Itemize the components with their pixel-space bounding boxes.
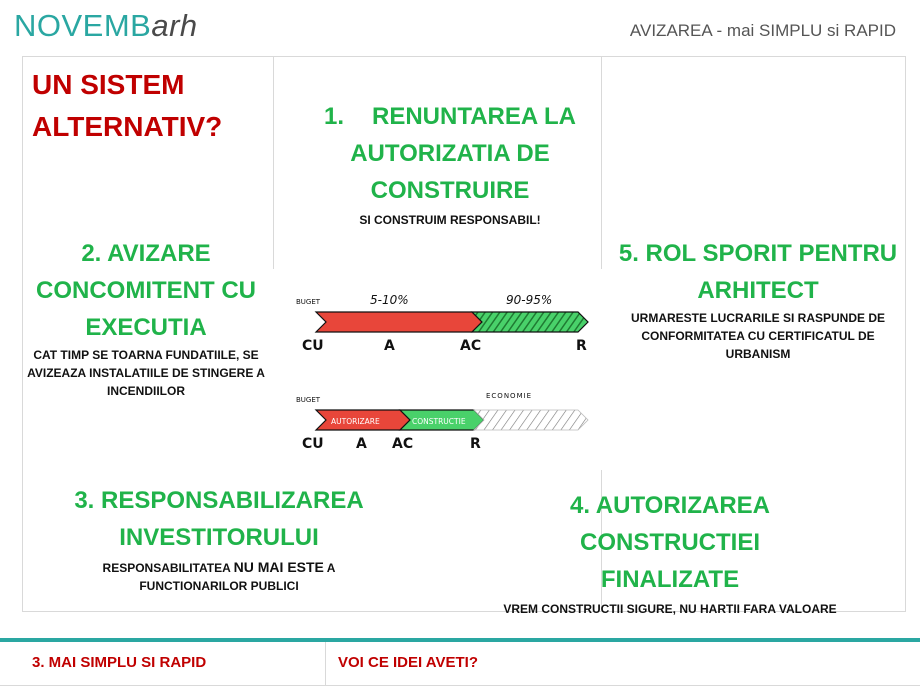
item-3-subtitle-emphasis: NU MAI ESTE — [233, 559, 324, 575]
bar2-economy-label: ECONOMIE — [486, 392, 533, 400]
footer-right-cell[interactable] — [326, 642, 920, 686]
item-5-subtitle: URMARESTE LUCRARILE SI RASPUNDE DE CONFORMITATEA CU CERTIFICATUL DE URBANISM — [630, 311, 885, 361]
bar1-green-segment — [472, 312, 588, 332]
budget-diagram — [278, 272, 618, 462]
item-4-subtitle: VREM CONSTRUCTII SIGURE, NU HARTII FARA VALOARE — [503, 602, 837, 616]
bar1-milestone-cu: CU — [302, 338, 324, 354]
question-heading: UN SISTEM ALTERNATIV? — [32, 69, 223, 142]
item-3-block — [52, 482, 386, 595]
bar1-pct-green: 90-95% — [506, 293, 553, 307]
brand-logo — [14, 8, 198, 44]
slide-title: AVIZAREA - mai SIMPLU si RAPID — [629, 21, 896, 40]
logo-brand-text: NOVEMB — [14, 8, 152, 43]
item-4-block — [470, 487, 870, 618]
item-3-subtitle — [52, 558, 386, 595]
item-1-block — [300, 98, 600, 229]
bar2-label-red: AUTORIZARE — [331, 417, 380, 426]
item-1-subtitle: SI CONSTRUIM RESPONSABIL! — [359, 213, 541, 227]
budget-diagram-svg — [278, 272, 618, 462]
bar1-pct-red: 5-10% — [370, 293, 409, 307]
bar2-milestone-ac: AC — [392, 436, 414, 452]
item-2-title: 2. AVIZARE CONCOMITENT CU EXECUTIA — [36, 240, 256, 341]
bar2-budget-label: BUGET — [296, 396, 321, 404]
item-3-subtitle-end: A FUNCTIONARILOR PUBLICI — [139, 561, 336, 593]
bar1-milestone-a: A — [384, 338, 395, 354]
bar2-milestone-a: A — [356, 436, 367, 452]
footer-left-label: 3. MAI SIMPLU SI RAPID — [32, 654, 207, 671]
item-3-subtitle-start: RESPONSABILITATEA — [102, 561, 234, 575]
footer-left-cell[interactable] — [0, 642, 326, 686]
bar1-budget-label: BUGET — [296, 298, 321, 306]
bar2-label-green: CONSTRUCTIE — [412, 417, 466, 426]
footer-right-label: VOI CE IDEI AVETI? — [338, 654, 479, 671]
bar1-red-segment — [316, 312, 482, 332]
bar2-milestone-cu: CU — [302, 436, 324, 452]
item-1-title-text: RENUNTAREA LA AUTORIZATIA DE CONSTRUIRE — [350, 103, 576, 204]
bar2-economy-segment — [474, 410, 588, 430]
item-5-title: 5. ROL SPORIT PENTRU ARHITECT — [618, 240, 898, 304]
bar1-milestone-r: R — [576, 338, 587, 354]
item-2-block — [12, 235, 280, 400]
item-2-subtitle: CAT TIMP SE TOARNA FUNDATIILE, SE AVIZEAZA INSTALATIILE DE STINGERE A INCENDIILOR — [27, 348, 265, 398]
bar2-milestone-r: R — [470, 436, 481, 452]
item-4-title: 4. AUTORIZAREA CONSTRUCTIEI FINALIZATE — [569, 492, 770, 593]
bar1-milestone-ac: AC — [460, 338, 482, 354]
item-5-block — [600, 235, 916, 363]
item-3-title: 3. RESPONSABILIZAREA INVESTITORULUI — [74, 487, 364, 551]
item-1-title — [300, 98, 600, 209]
item-1-number: 1. — [324, 103, 345, 130]
logo-suffix-text: arh — [151, 8, 198, 43]
